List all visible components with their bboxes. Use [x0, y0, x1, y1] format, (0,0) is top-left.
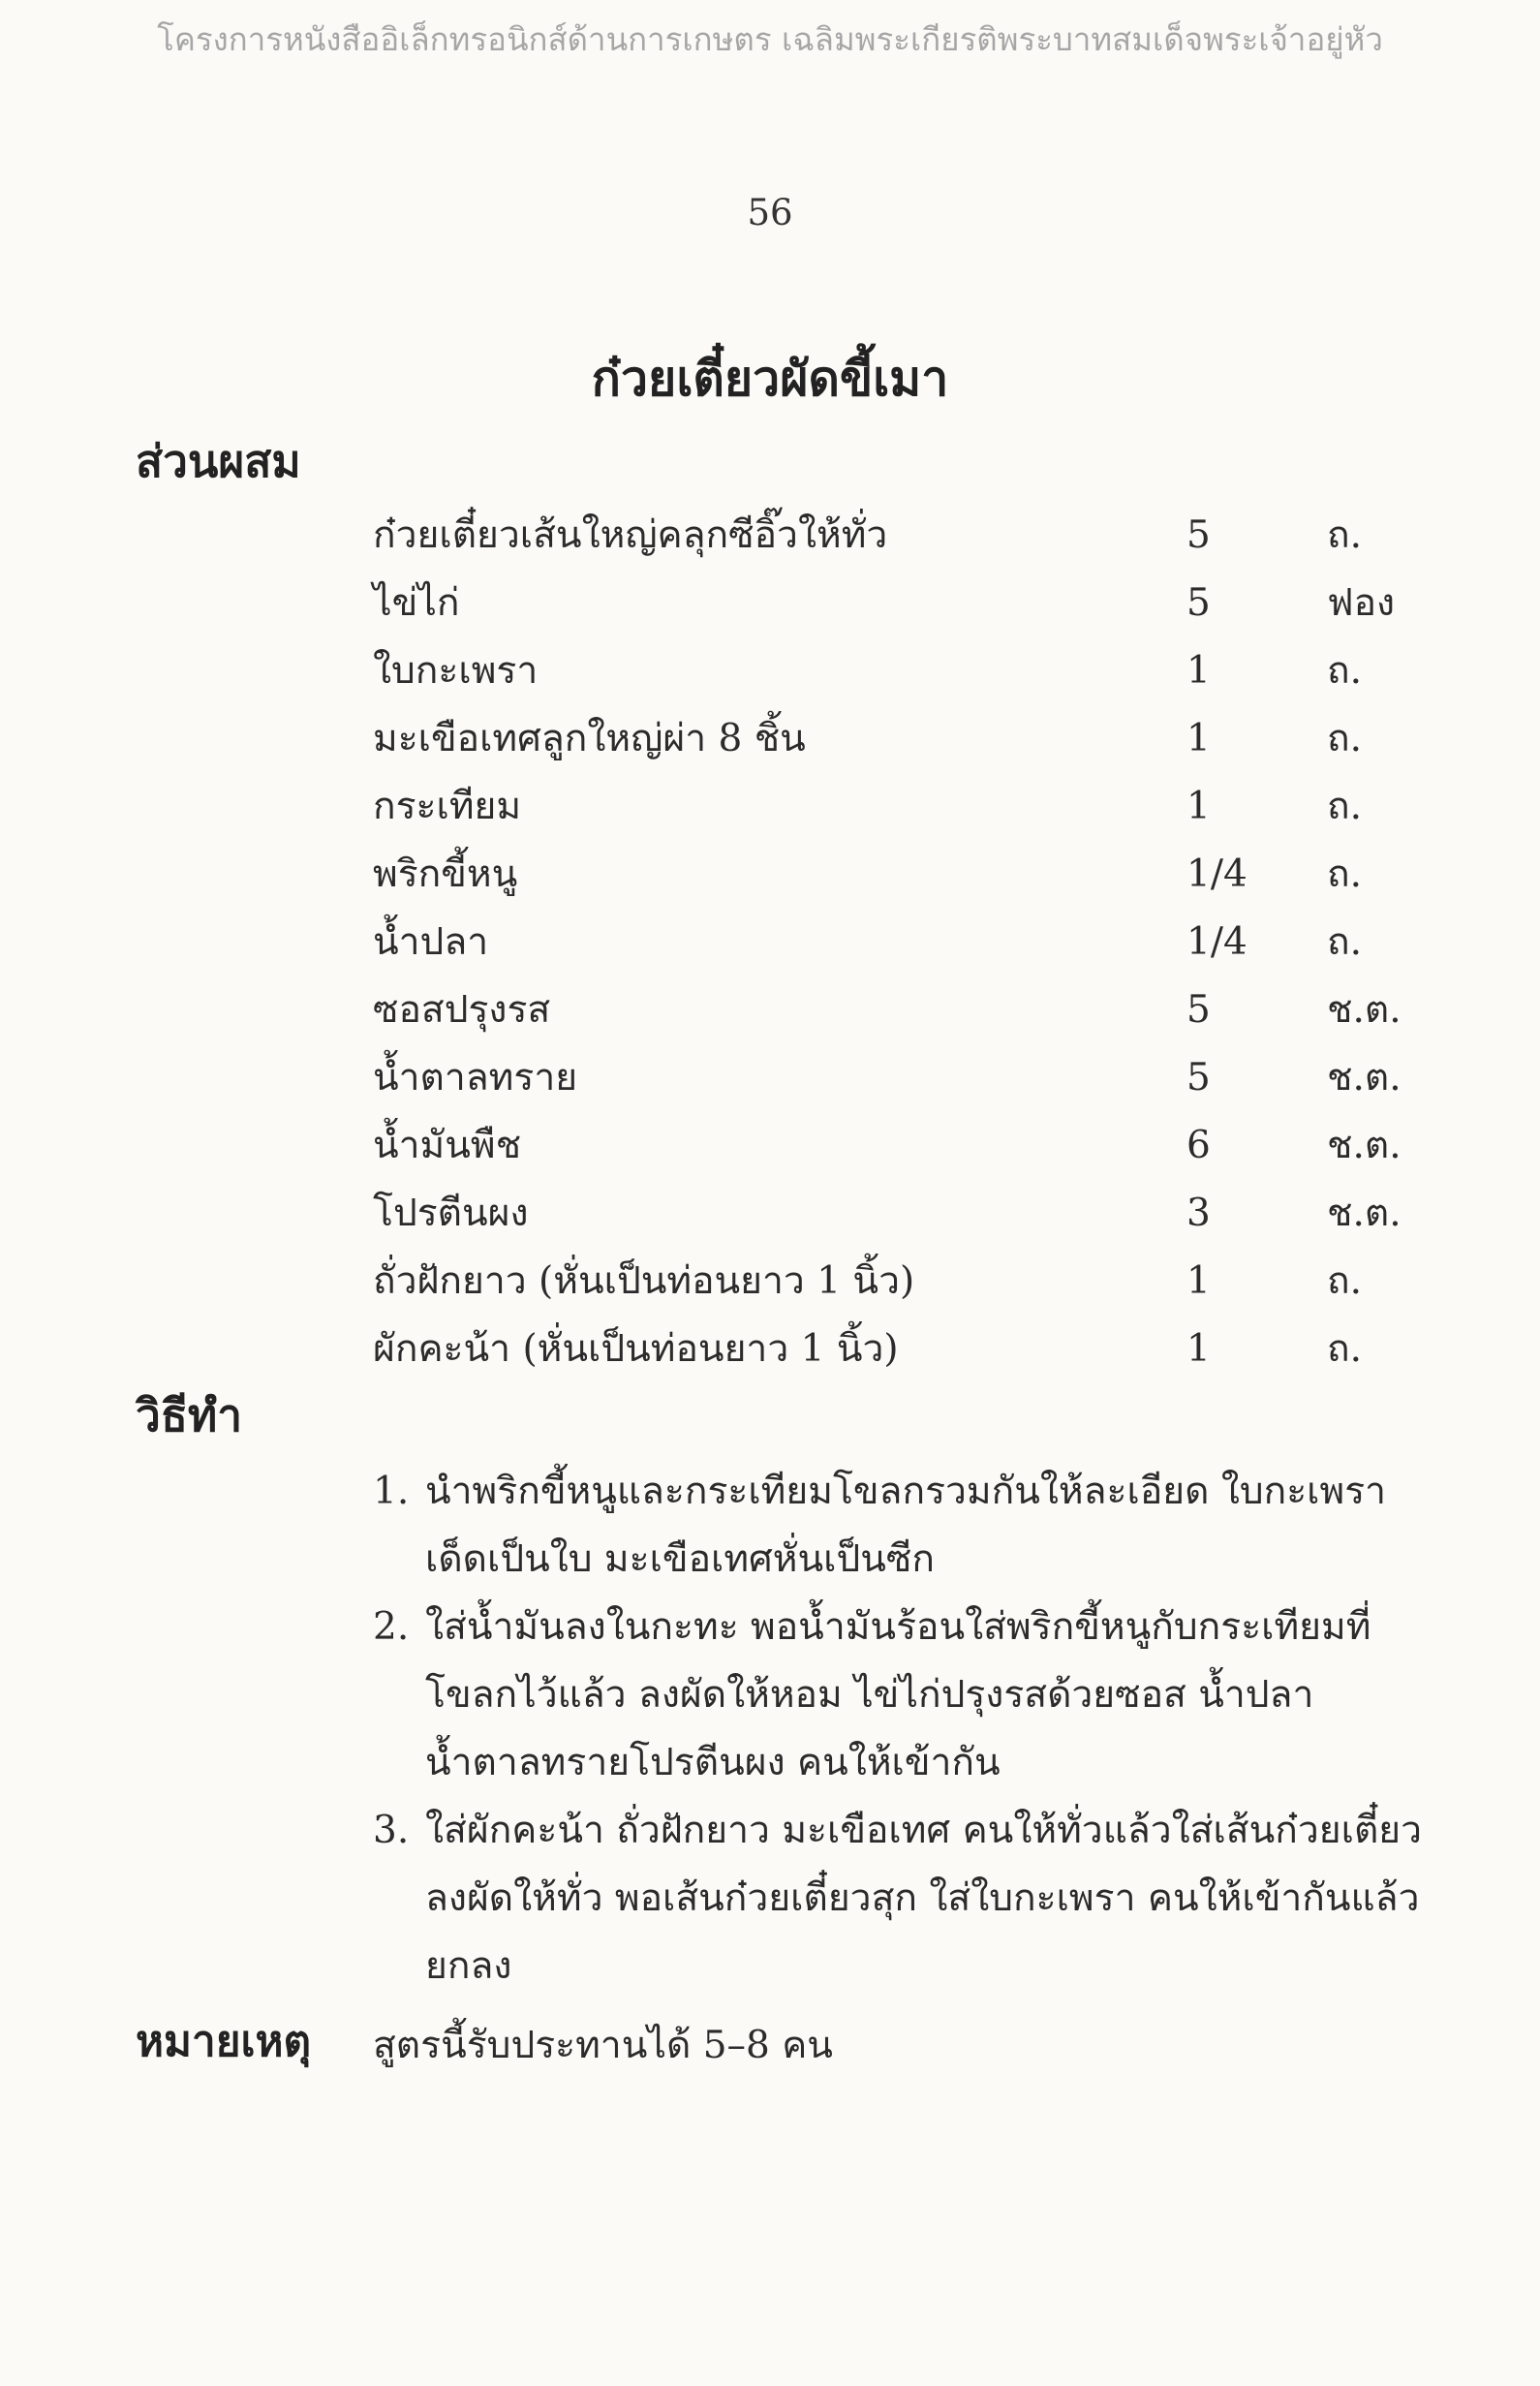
ingredient-unit: ช.ต.	[1327, 1124, 1401, 1167]
ingredient-unit: ถ.	[1327, 920, 1363, 964]
ingredients-heading: ส่วนผสม	[136, 435, 301, 487]
ingredient-unit: ถ.	[1327, 1259, 1363, 1303]
ingredient-name: กระเทียม	[373, 785, 522, 828]
ingredient-qty: 5	[1186, 581, 1211, 625]
method-step	[373, 1797, 1429, 2000]
ingredient-unit: ถ.	[1327, 649, 1363, 693]
method-step	[373, 1594, 1429, 1797]
ingredient-unit: ช.ต.	[1327, 1192, 1401, 1235]
ingredient-qty: 1/4	[1186, 920, 1247, 964]
ingredient-qty: 1/4	[1186, 852, 1247, 896]
ingredient-name: น้ำตาลทราย	[373, 1056, 578, 1100]
ingredient-name: ผักคะน้า (หั่นเป็นท่อนยาว 1 นิ้ว)	[373, 1327, 899, 1371]
page-number: 56	[747, 192, 793, 233]
ingredient-qty: 1	[1186, 1327, 1211, 1371]
ingredient-unit: ถ.	[1327, 513, 1363, 557]
step-text: ใส่ผักคะน้า ถั่วฝักยาว มะเขือเทศ คนให้ทั่วแล้วใส่เส้นก๋วยเตี๋ยวลงผัดให้ทั่ว พอเส้นก๋วยเตี๋ยวสุก ใส่ใบกะเพรา คนให้เข้ากันแล้วยกลง	[425, 1809, 1423, 1988]
method-step	[373, 1458, 1429, 1594]
ingredient-name: น้ำปลา	[373, 920, 489, 964]
ingredient-qty: 5	[1186, 988, 1211, 1032]
ingredient-row	[373, 1316, 1438, 1383]
note-label: หมายเหตุ	[136, 2017, 312, 2066]
recipe-title: ก๋วยเตี๋ยวผัดขี้เมา	[591, 350, 949, 407]
ingredient-name: ไข่ไก่	[373, 581, 460, 625]
ingredient-row	[373, 909, 1438, 976]
ingredient-name: โปรตีนผง	[373, 1192, 529, 1235]
ingredient-unit: ช.ต.	[1327, 988, 1401, 1032]
ingredient-name: ซอสปรุงรส	[373, 988, 551, 1032]
ingredient-qty: 6	[1186, 1124, 1211, 1167]
method-steps	[373, 1458, 1429, 2000]
ingredient-name: ถั่วฝักยาว (หั่นเป็นท่อนยาว 1 นิ้ว)	[373, 1259, 915, 1303]
ingredient-unit: ถ.	[1327, 1327, 1363, 1371]
ingredient-name: ใบกะเพรา	[373, 649, 539, 693]
ingredient-row	[373, 1112, 1438, 1180]
ingredient-row	[373, 1248, 1438, 1316]
note-text: สูตรนี้รับประทานได้ 5–8 คน	[373, 2024, 833, 2067]
ingredient-row	[373, 1180, 1438, 1248]
ingredients-list	[373, 502, 1438, 1383]
ingredient-row	[373, 841, 1438, 909]
ingredient-unit: ถ.	[1327, 852, 1363, 896]
ingredient-row	[373, 1044, 1438, 1112]
ingredient-name: น้ำมันพืช	[373, 1124, 522, 1167]
ingredient-name: พริกขี้หนู	[373, 852, 518, 896]
ingredient-row	[373, 502, 1438, 570]
ingredient-row	[373, 773, 1438, 841]
step-number: 2.	[373, 1605, 410, 1649]
ingredient-row	[373, 976, 1438, 1044]
ingredient-qty: 1	[1186, 717, 1211, 760]
ingredient-row	[373, 570, 1438, 637]
ingredient-unit: ฟอง	[1327, 581, 1396, 625]
ingredient-row	[373, 705, 1438, 773]
ingredient-qty: 1	[1186, 785, 1211, 828]
step-number: 1.	[373, 1470, 410, 1513]
ingredient-name: ก๋วยเตี๋ยวเส้นใหญ่คลุกซีอิ๊วให้ทั่ว	[373, 513, 888, 557]
ingredient-name: มะเขือเทศลูกใหญ่ผ่า 8 ชิ้น	[373, 717, 806, 760]
ingredient-unit: ถ.	[1327, 717, 1363, 760]
ingredient-row	[373, 637, 1438, 705]
ingredient-qty: 1	[1186, 1259, 1211, 1303]
step-text: ใส่น้ำมันลงในกะทะ พอน้ำมันร้อนใส่พริกขี้หนูกับกระเทียมที่โขลกไว้แล้ว ลงผัดให้หอม ไข่ไก่ปรุงรสด้วยซอส น้ำปลา น้ำตาลทรายโปรตีนผง คนให้เข้ากัน	[425, 1605, 1371, 1784]
ingredient-qty: 3	[1186, 1192, 1211, 1235]
ingredient-unit: ช.ต.	[1327, 1056, 1401, 1100]
ingredient-qty: 5	[1186, 1056, 1211, 1100]
ingredient-qty: 1	[1186, 649, 1211, 693]
ingredient-qty: 5	[1186, 513, 1211, 557]
ingredient-unit: ถ.	[1327, 785, 1363, 828]
project-header: โครงการหนังสืออิเล็กทรอนิกส์ด้านการเกษตร เฉลิมพระเกียรติพระบาทสมเด็จพระเจ้าอยู่หัว	[157, 20, 1383, 58]
step-number: 3.	[373, 1809, 410, 1852]
step-text: นำพริกขี้หนูและกระเทียมโขลกรวมกันให้ละเอียด ใบกะเพราเด็ดเป็นใบ มะเขือเทศหั่นเป็นซีก	[425, 1470, 1387, 1581]
method-heading: วิธีทำ	[136, 1389, 243, 1441]
